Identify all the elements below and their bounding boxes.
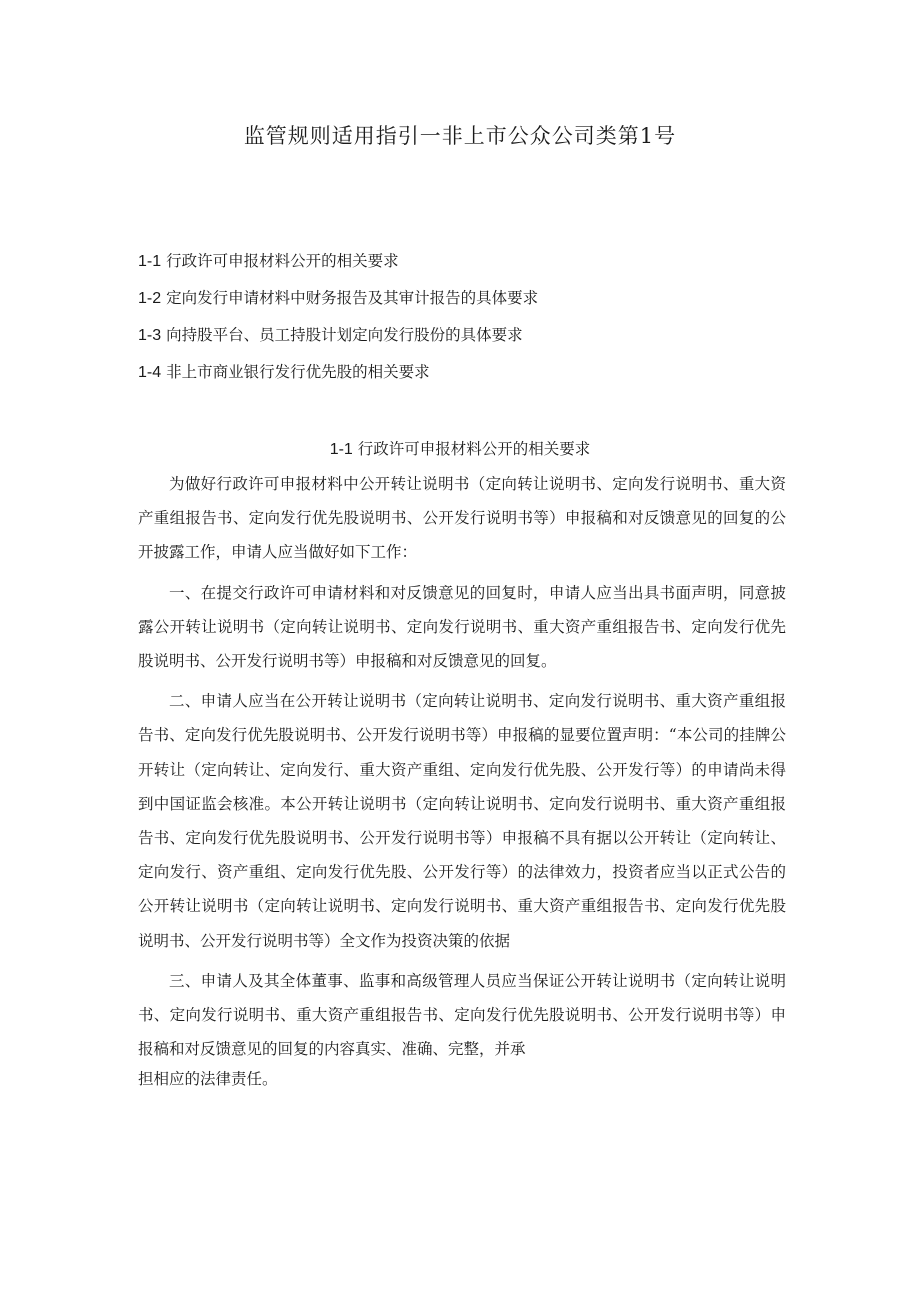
toc-item xyxy=(138,323,798,360)
toc-item xyxy=(138,286,798,323)
toc-item xyxy=(138,360,798,397)
body-paragraph: 一、在提交行政许可申请材料和对反馈意见的回复时，申请人应当出具书面声明，同意披露公开转让说明书（定向转让说明书、定向发行说明书、重大资产重组报告书、定向发行优先股说明书、公开发行说明书等）申报稿和对反馈意见的回复。 xyxy=(138,583,786,671)
toc-item-text: 定向发行申请材料中财务报告及其审计报告的具体要求 xyxy=(166,289,539,307)
table-of-contents xyxy=(138,249,798,397)
body-paragraph: 为做好行政许可申报材料中公开转让说明书（定向转让说明书、定向发行说明书、重大资产重组报告书、定向发行优先股说明书、公开发行说明书等）申报稿和对反馈意见的回复的公开披露工作，申请人应当做好如下工作： xyxy=(138,475,786,562)
toc-item xyxy=(138,249,798,286)
section-title-text: 行政许可申报材料公开的相关要求 xyxy=(357,440,591,458)
toc-item-text: 向持股平台、员工持股计划定向发行股份的具体要求 xyxy=(166,326,523,344)
section-heading xyxy=(0,437,920,462)
toc-item-number: 1-4 xyxy=(138,364,162,381)
toc-item-text: 非上市商业银行发行优先股的相关要求 xyxy=(166,363,430,381)
document-title: 监管规则适用指引一非上市公众公司类第1号 xyxy=(243,124,677,148)
body-paragraph-tail: 担相应的法律责任。 xyxy=(138,1070,278,1089)
body-paragraph: 二、申请人应当在公开转让说明书（定向转让说明书、定向发行说明书、重大资产重组报告书、定向发行优先股说明书、公开发行说明书等）申报稿的显要位置声明：“本公司的挂牌公开转让（定向转让、定向发行、重大资产重组、定向发行优先股、公开发行等）的申请尚未得到中国证监会核准。本公开转让说明书（定向转让说明书、定向发行说明书、重大资产重组报告书、定向发行优先股说明书、公开发行说明书等）申报稿不具有据以公开转让（定向转让、定向发行、资产重组、定向发行优先股、公开发行等）的法律效力，投资者应当以正式公告的公开转让说明书（定向转让说明书、定向发行说明书、重大资产重组报告书、定向发行优先股说明书、公开发行说明书等）全文作为投资决策的依据 xyxy=(138,692,786,950)
section-body xyxy=(138,467,786,1103)
toc-item-number: 1-1 xyxy=(138,253,162,270)
toc-item-text: 行政许可申报材料公开的相关要求 xyxy=(166,252,399,270)
body-paragraph-text: 三、申请人及其全体董事、监事和高级管理人员应当保证公开转让说明书（定向转让说明书、定向发行说明书、重大资产重组报告书、定向发行优先股说明书、公开发行说明书等）申报稿和对反馈意见的回复的内容真实、准确、完整，并承 xyxy=(138,971,786,1059)
body-paragraph xyxy=(138,964,786,1097)
toc-item-number: 1-2 xyxy=(138,290,162,307)
toc-item-number: 1-3 xyxy=(138,327,162,344)
section-number: 1-1 xyxy=(329,441,353,458)
